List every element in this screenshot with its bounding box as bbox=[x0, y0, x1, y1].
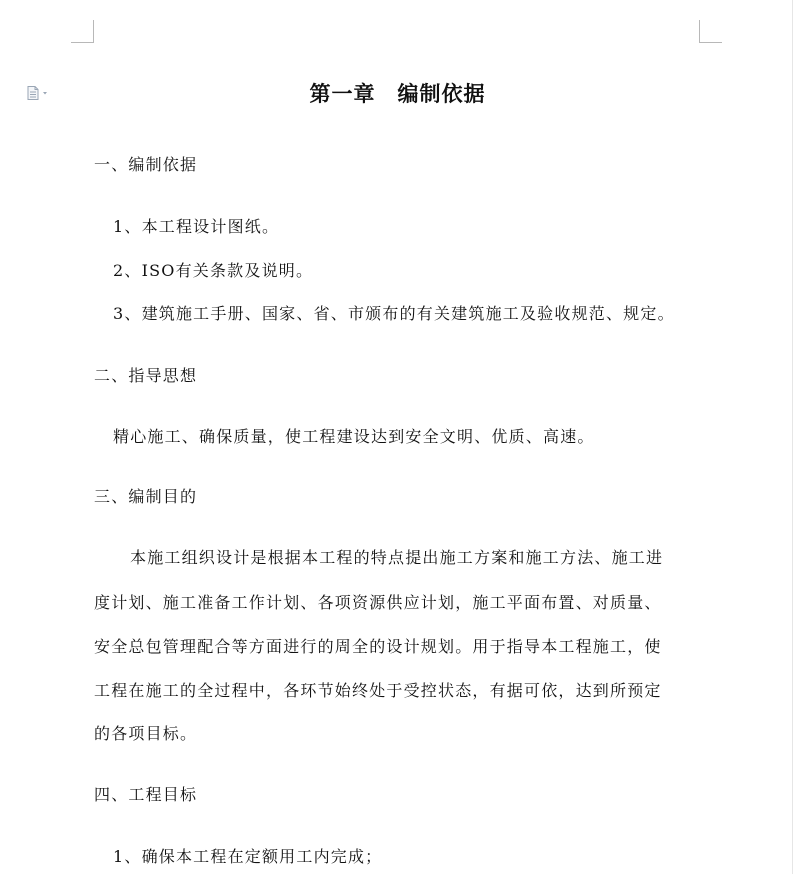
chapter-title: 第一章 编制依据 bbox=[309, 81, 486, 106]
section-heading-guiding-idea: 二、指导思想 bbox=[94, 366, 198, 385]
top-left-corner-mark bbox=[71, 20, 94, 43]
paragraph-line: 本施工组织设计是根据本工程的特点提出施工方案和施工方法、施工进 bbox=[130, 548, 664, 567]
list-item: 3、建筑施工手册、国家、省、市颁布的有关建筑施工及验收规范、规定。 bbox=[113, 304, 675, 323]
list-item: 1、确保本工程在定额用工内完成； bbox=[113, 847, 383, 866]
list-item: 2、ISO有关条款及说明。 bbox=[113, 261, 314, 280]
section-heading-basis: 一、编制依据 bbox=[94, 155, 198, 174]
top-right-corner-mark bbox=[699, 20, 722, 43]
body-text: 精心施工、确保质量，使工程建设达到安全文明、优质、高速。 bbox=[113, 427, 595, 446]
list-item: 1、本工程设计图纸。 bbox=[113, 217, 280, 236]
section-heading-purpose: 三、编制目的 bbox=[94, 487, 198, 506]
section-heading-goals: 四、工程目标 bbox=[94, 785, 198, 804]
paragraph-line: 的各项目标。 bbox=[94, 724, 198, 743]
paragraph-line: 工程在施工的全过程中，各环节始终处于受控状态，有据可依，达到所预定 bbox=[94, 681, 662, 700]
paragraph-line: 安全总包管理配合等方面进行的周全的设计规划。用于指导本工程施工，使 bbox=[94, 637, 662, 656]
paragraph-line: 度计划、施工准备工作计划、各项资源供应计划，施工平面布置、对质量、 bbox=[94, 593, 662, 612]
page-right-edge bbox=[792, 0, 793, 874]
